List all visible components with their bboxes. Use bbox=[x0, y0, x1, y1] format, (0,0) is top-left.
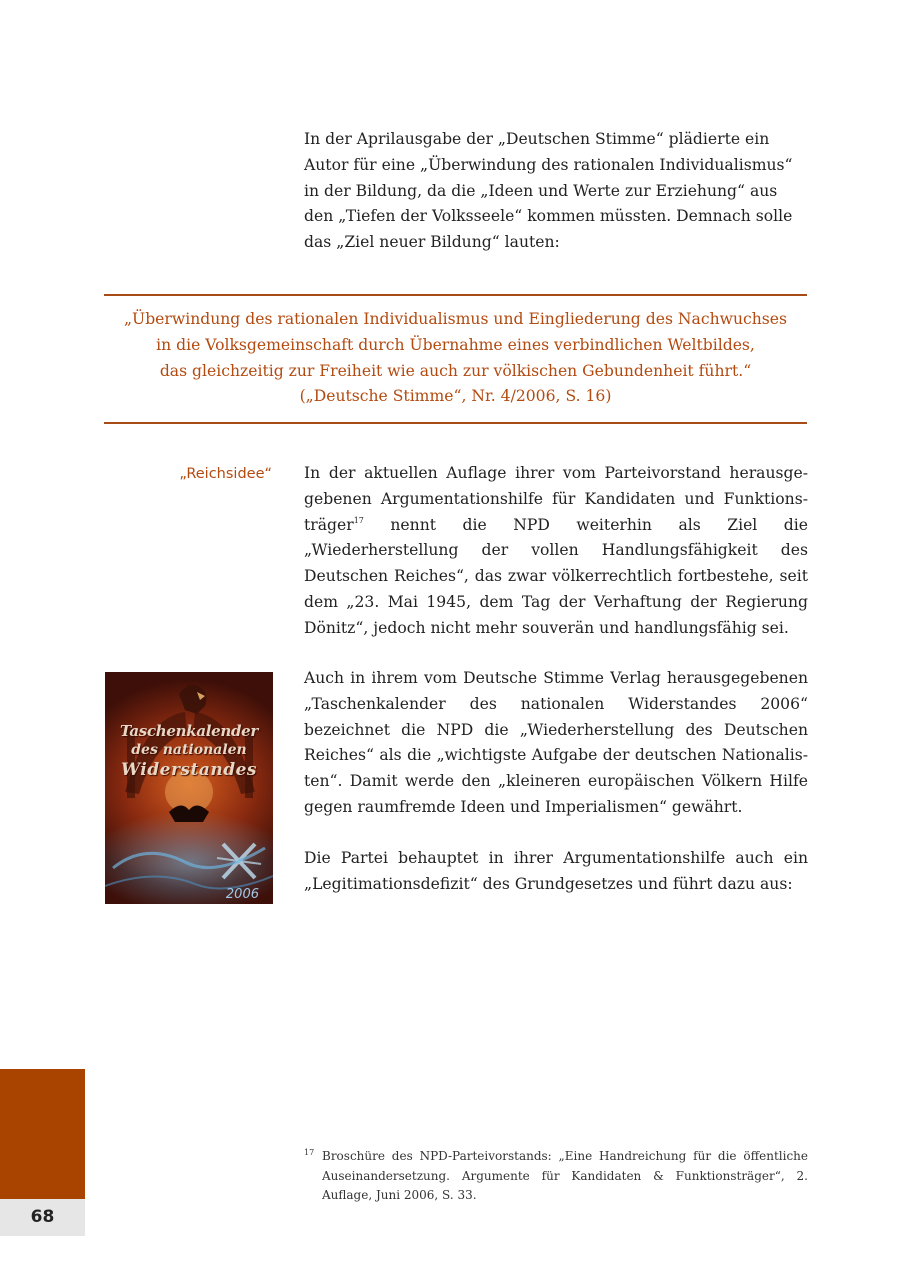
quote-line: „Überwindung des rationalen Individualismus und Eingliederung des Nachwuchses bbox=[123, 310, 788, 328]
calendar-cover-image bbox=[105, 672, 273, 904]
footnote-reference: 17 bbox=[353, 515, 364, 525]
cover-title-line-2: des nationalen bbox=[131, 742, 247, 758]
legitimation-paragraph: Die Partei behauptet in ihrer Argumentationshilfe auch ein „Legitimationsdefizit“ des Grundgesetzes und führt dazu aus: bbox=[304, 849, 808, 893]
quote-line: in die Volksgemeinschaft durch Übernahme eines verbindlichen Weltbildes, bbox=[156, 335, 755, 354]
eagle-illustration bbox=[105, 672, 273, 904]
taschenkalender-paragraph: Auch in ihrem vom Deutsche Stimme Verlag herausgegebenen „Taschenkalender des nationalen Widerstandes 2006“ bezeichnet die NPD die „Wiederherstellung des Deutschen Reiches“ als die „wichtigste Aufgabe der deutschen Nationalisten“. Damit werde den „kleineren europäischen Völkern Hilfe gegen raumfremde Ideen und Imperialismen“ gewährt. bbox=[304, 669, 808, 816]
cover-year: 2006 bbox=[225, 887, 259, 902]
footnote-text: Broschüre des NPD-Parteivorstands: „Eine Handreichung für die öffentliche Auseinandersetzung. Argumente für Kandidaten & Funktionsträger“, 2. Auflage, Juni 2006, S. 33. bbox=[322, 1149, 808, 1202]
quote-bottom-rule bbox=[104, 422, 807, 424]
quote-line: das gleichzeitig zur Freiheit wie auch zur völkischen Gebundenheit führt.“ bbox=[159, 361, 752, 380]
page-number: 68 bbox=[0, 1199, 85, 1236]
footnote-number: 17 bbox=[304, 1148, 315, 1157]
page-color-tab bbox=[0, 1069, 85, 1199]
footnote bbox=[304, 1147, 808, 1206]
quote-source: („Deutsche Stimme“, Nr. 4/2006, S. 16) bbox=[299, 387, 612, 406]
block-quote bbox=[104, 307, 807, 410]
cover-title-line-3: Widerstandes bbox=[121, 760, 257, 780]
margin-heading-reichsidee: „Reichsidee“ bbox=[179, 466, 272, 482]
intro-paragraph: In der Aprilausgabe der „Deutschen Stimme“ plädierte ein Autor für eine „Überwindung des rationalen Individualismus“ in der Bildung, da die „Ideen und Werte zur Erziehung“ aus den „Tiefen der Volksseele“ kommen müssten. Demnach solle das „Ziel neuer Bildung“ lauten: bbox=[304, 130, 793, 252]
quote-top-rule bbox=[104, 294, 807, 296]
cover-title-line-1: Taschenkalender bbox=[119, 722, 259, 740]
reichsidee-paragraph: In der aktuellen Auflage ihrer vom Parteivorstand herausgegebenen Argumentationshilfe für Kandidaten und Funktionsträger$^{17}$ nennt die NPD weiterhin als Ziel die „Wiederherstellung der vollen Handlungsfähigkeit des Deutschen Reiches“, das zwar völkerrechtlich fortbestehe, seit dem „23. Mai 1945, dem Tag der Verhaftung der Regierung Dönitz“, jedoch nicht mehr souverän und handlungsfähig sei. bbox=[304, 464, 808, 637]
